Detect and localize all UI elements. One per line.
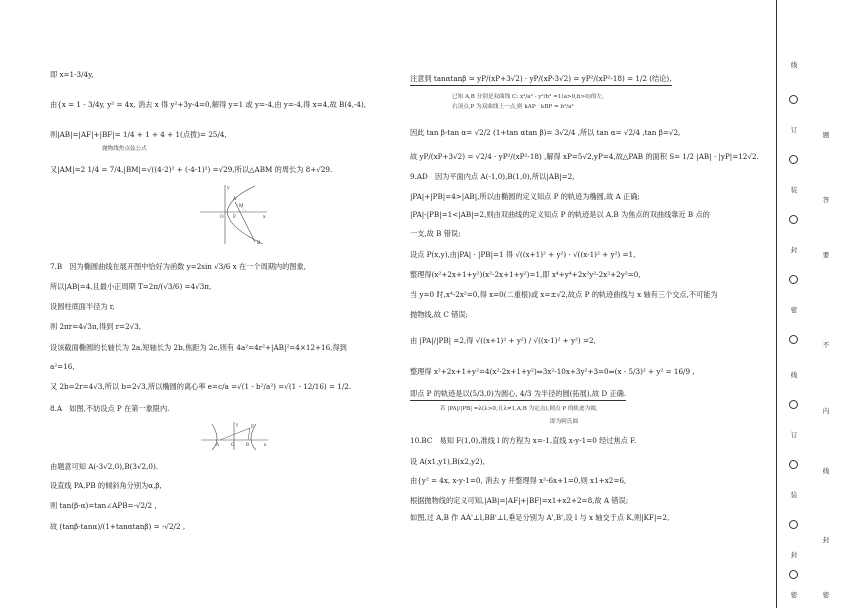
- annotation: 已知 A,B 分别是双曲线 C: x²/a² - y²/b² =1(a>0,b>0)的左,: [452, 94, 604, 100]
- binding-char: 密: [790, 591, 798, 599]
- text-line: 即 x=1-3/4y,: [50, 70, 94, 79]
- fig1-label: O: [220, 215, 224, 220]
- fig1-label: A: [233, 197, 237, 202]
- text-line: 设点 P(x,y),由|PA| · |PB|=1 得 √((x+1)² + y²) · √((x-1)² + y²) =1,: [410, 250, 636, 259]
- binding-char: 线: [790, 61, 798, 69]
- binding-circle: [789, 460, 798, 469]
- text-line: 则 tan(β-α)=tan∠APB=-√2/2 ,: [50, 501, 157, 510]
- fig2-label: P: [251, 424, 254, 429]
- text-line: 注意到 tanαtanβ = yP/(xP+3√2) · yP/(xP-3√2) = yP²/(xP²-18) = 1/2 (结论),: [410, 74, 672, 86]
- text-line: |PA|-|PB|=1<|AB|=2,则由双曲线的定义知点 P 的轨迹是以 A,B 为焦点的双曲线靠近 B 点的: [410, 210, 710, 219]
- text-line: 如图,过 A,B 作 AA'⊥l,BB'⊥l,垂足分别为 A',B',设 l 与 x 轴交于点 K,则|KF|=2,: [410, 513, 670, 522]
- binding-char: 密: [790, 306, 798, 314]
- binding-char: 封: [790, 246, 798, 254]
- text-line: 一支,故 B 错误;: [410, 229, 461, 238]
- text-line: 设 A(x1,y1),B(x2,y2),: [410, 457, 485, 466]
- binding-char: 装: [790, 491, 798, 499]
- fig2-label: B: [246, 442, 250, 447]
- text-line: 由{x = 1 - 3/4y, y² = 4x, 消去 x 得 y²+3y-4=0,解得 y=1 或 y=-4,由 y=-4,得 x=4,故 B(4,-4),: [50, 100, 367, 109]
- text-line: 由题意可知 A(-3√2,0),B(3√2,0).: [50, 462, 159, 471]
- annotation: 即为阿氏圆: [550, 419, 578, 425]
- binding-char: 内: [822, 407, 830, 415]
- text-line: 则|AB|=|AF|+|BF|= 1/4 + 1 + 4 + 1(点拨)= 25/4,: [50, 130, 227, 139]
- binding-char: 订: [790, 126, 798, 134]
- binding-char: 线: [790, 371, 798, 379]
- binding-char: 不: [822, 341, 830, 349]
- text-line: 故 (tanβ-tanα)/(1+tanαtanβ) = -√2/2 ,: [50, 522, 186, 531]
- text-line: 9.AD 因为平面内点 A(-1,0),B(1,0),所以|AB|=2,: [410, 172, 575, 181]
- text-line: 由 |PA|/|PB| =2,得 √((x+1)² + y²) / √((x-1)² + y²) =2,: [410, 336, 596, 345]
- annotation: 右顶点,P 为双曲线上一点,则 kAP · kBP = b²/a²: [452, 104, 574, 110]
- fig1-label: y: [227, 186, 230, 191]
- binding-circle: [789, 275, 798, 284]
- binding-char: 封: [822, 536, 830, 544]
- fig1-label: M: [239, 204, 244, 209]
- binding-circle: [789, 570, 798, 579]
- binding-circle: [789, 95, 798, 104]
- binding-char: 装: [790, 186, 798, 194]
- text-line: 抛物线,故 C 错误;: [410, 310, 468, 319]
- annotation: 若 |PA|/|PB| =λ(λ>0,且λ≠1,A,B 为定点),则点 P 的轨迹为圆,: [440, 406, 598, 412]
- annotation: 抛物线焦点弦公式: [102, 146, 147, 152]
- text-line: 8.A 如图,不妨设点 P 在第一象限内.: [50, 404, 170, 413]
- text-line: 则 2πr=4√3π,得到 r=2√3,: [50, 322, 142, 331]
- binding-char: 答: [822, 196, 830, 204]
- text-line: 10.BC 易知 F(1,0),准线 l 的方程为 x=-1,直线 x-y-1=0 经过焦点 F.: [410, 436, 637, 445]
- binding-char: 封: [790, 551, 798, 559]
- text-line: 所以|AB|=4,且最小正周期 T=2π/(√3/6) =4√3π,: [50, 282, 212, 291]
- binding-circle: [789, 335, 798, 344]
- fig2-label: x: [264, 442, 267, 447]
- text-line: 即点 P 的轨迹是以(5/3,0)为圆心, 4/3 为半径的圆(拓展),故 D 正确.: [410, 389, 626, 401]
- binding-circle: [789, 155, 798, 164]
- text-line: 根据抛物线的定义可知,|AB|=|AF|+|BF|=x1+x2+2=8,故 A 错误;: [410, 496, 629, 505]
- hyperbola-figure: [198, 420, 270, 452]
- binding-char: 订: [790, 431, 798, 439]
- binding-margin: [776, 0, 860, 608]
- text-line: 整理得 x²+2x+1+y²=4(x²-2x+1+y²)⇒3x²-10x+3y²+3=0⇒(x - 5/3)² + y² = 16/9 ,: [410, 367, 695, 376]
- fig2-label: A: [216, 442, 220, 447]
- text-line: 设直线 PA,PB 的倾斜角分别为α,β,: [50, 481, 162, 490]
- fig1-label: x: [263, 215, 266, 220]
- text-line: 因此 tan β-tan α= √2/2 (1+tan αtan β)= 3√2/4 ,所以 tan α= √2/4 ,tan β=√2,: [410, 128, 681, 137]
- text-line: 故 yP/(xP+3√2) = √2/4 · yP²/(xP²-18) ,解得 xP=5√2,yP=4,故△PAB 的面积 S= 1/2 |AB| · |yP|=12√2.: [410, 152, 759, 161]
- text-line: 当 y=0 时,x⁴-2x²=0,得 x=0(二重根)或 x=±√2,故点 P 的轨迹曲线与 x 轴有三个交点,不可能为: [410, 290, 718, 299]
- binding-char: 密: [822, 591, 830, 599]
- binding-circle: [789, 215, 798, 224]
- parabola-figure: [195, 182, 270, 247]
- text-line: a²=16,: [50, 362, 75, 371]
- text-line: 7.B 因为椭圆曲线在展开图中恰好为函数 y=2sin √3/6 x 在一个周期内的图象,: [50, 262, 306, 271]
- fig2-label: O: [231, 442, 235, 447]
- text-line: 整理得(x²+2x+1+y²)(x²-2x+1+y²)=1,即 x⁴+y⁴+2x²y²-2x²+2y²=0,: [410, 270, 641, 279]
- text-line: 又|AM|=2 1/4 = 7/4,|BM|=√((4-2)² + (-4-1)²) =√29,所以△ABM 的周长为 8+√29.: [50, 165, 333, 174]
- text-line: 由{y² = 4x, x-y-1=0, 消去 y 并整理得 x²-6x+1=0,则 x1+x2=6,: [410, 476, 627, 485]
- fig2-label: y: [236, 422, 239, 427]
- binding-circle: [789, 520, 798, 529]
- text-line: |PA|+|PB|=4>|AB|,所以由椭圆的定义知点 P 的轨迹为椭圆,故 A 正确;: [410, 192, 640, 201]
- text-line: 又 2b=2r=4√3,所以 b=2√3,所以椭圆的离心率 e=c/a =√(1 - b²/a²) =√(1 - 12/16) = 1/2.: [50, 382, 352, 391]
- text-line: 设该截面椭圆的长轴长为 2a,短轴长为 2b,焦距为 2c,则有 4a²=4r²+|AB|²=4×12+16,得到: [50, 343, 347, 352]
- binding-char: 要: [822, 251, 830, 259]
- fig1-label: F: [233, 215, 237, 220]
- binding-circle: [789, 400, 798, 409]
- binding-char: 题: [822, 131, 830, 139]
- binding-char: 线: [822, 467, 830, 475]
- text-line: 设圆柱底面半径为 r,: [50, 302, 115, 311]
- fig1-label: B: [257, 241, 261, 246]
